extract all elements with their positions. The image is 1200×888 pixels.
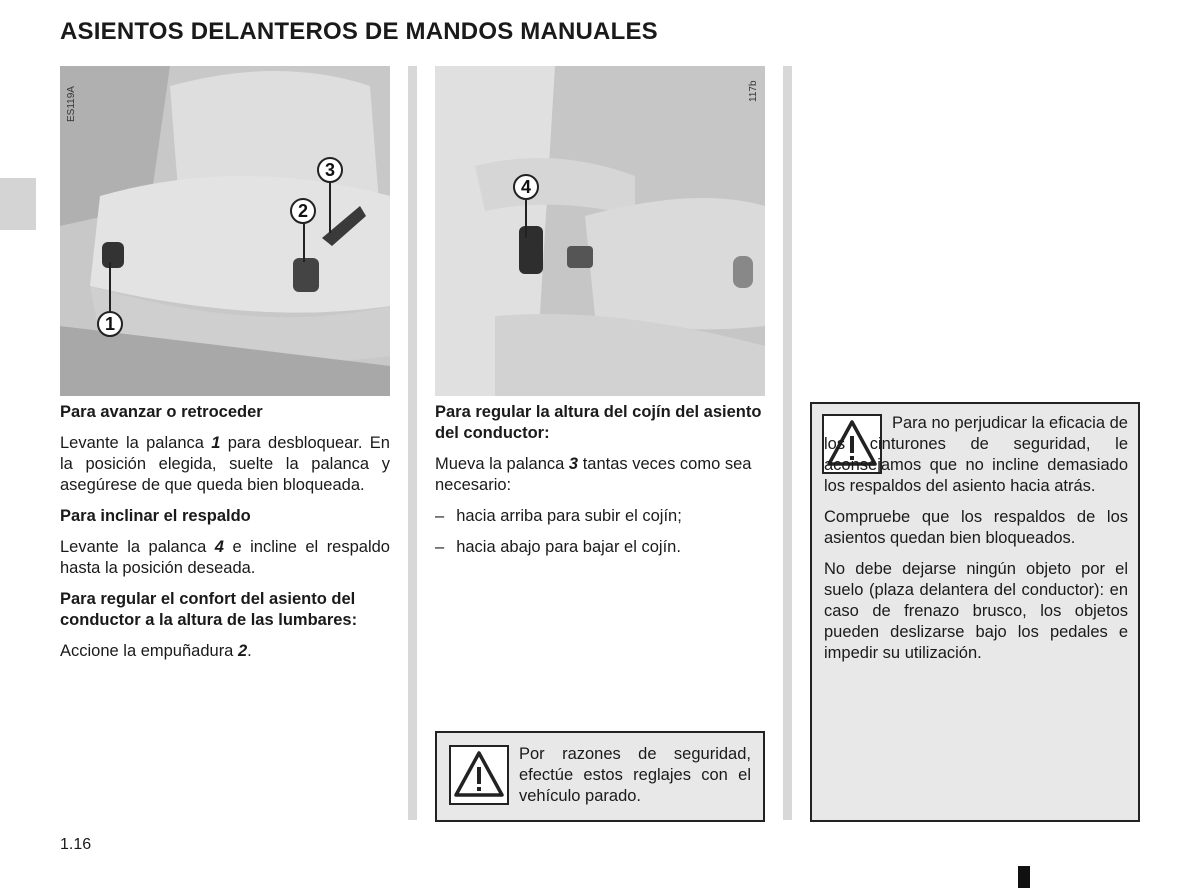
corner-marker [1018,866,1030,888]
page-number: 1.16 [60,836,92,853]
callout-3: 3 [317,157,343,183]
seat-illustration-right [435,66,765,396]
safety-warning-box [435,731,765,822]
seat-photo-left [60,66,390,396]
column-divider-right [783,66,792,820]
list-item-up: – hacia arriba para subir el cojín; [435,507,682,525]
warning-text-locked: Compruebe que los respaldos de los asientos quedan bien bloqueados. [824,508,1128,547]
heading-cushion-height: Para regular la altura del cojín del asiento del conductor: [435,403,762,442]
paragraph-advance: Levante la palanca 1 para desbloquear. En la posición elegida, suelte la palanca y asegúrese de que queda bien bloqueada. [60,434,390,494]
page-title: ASIENTOS DELANTEROS DE MANDOS MANUALES [60,18,658,45]
heading-recline: Para inclinar el respaldo [60,507,251,525]
list-item-down: – hacia abajo para bajar el cojín. [435,538,681,556]
column-1-text [60,402,390,672]
leader-1 [109,262,111,312]
paragraph-cushion: Mueva la palanca 3 tantas veces como sea necesario: [435,455,752,494]
warning-text-safety: Por razones de seguridad, efectúe estos reglajes con el vehículo parado. [519,745,751,805]
seat-photo-right [435,66,765,396]
heading-advance: Para avanzar o retroceder [60,403,263,421]
figure-code-right: 117b [748,80,759,102]
section-tab [0,178,36,230]
callout-1: 1 [97,311,123,337]
paragraph-recline: Levante la palanca 4 e incline el respaldo hasta la posición deseada. [60,538,390,577]
leader-4 [525,200,527,238]
column-divider-left [408,66,417,820]
warning-text-seatbelts: Para no perjudicar la eficacia de los cinturones de seguridad, le aconsejamos que no incline demasiado los respaldos del asiento hacia atrás. [824,414,1128,495]
seat-illustration-left [60,66,390,396]
paragraph-lumbar: Accione la empuñadura 2. [60,642,252,660]
callout-4: 4 [513,174,539,200]
warning-text-objects: No debe dejarse ningún objeto por el suelo (plaza delantera del conductor): en caso de frenazo brusco, los objetos pueden deslizarse bajo los pedales e impedir su utilización. [824,560,1128,662]
heading-lumbar: Para regular el confort del asiento del conductor a la altura de las lumbares: [60,590,358,629]
callout-2: 2 [290,198,316,224]
column-2-text [435,402,765,568]
warning-triangle-icon [449,745,509,805]
figure-code-left: ES119A [66,86,77,122]
leader-2 [303,224,305,262]
leader-3 [329,183,331,233]
seatbelt-warning-box [810,402,1140,822]
